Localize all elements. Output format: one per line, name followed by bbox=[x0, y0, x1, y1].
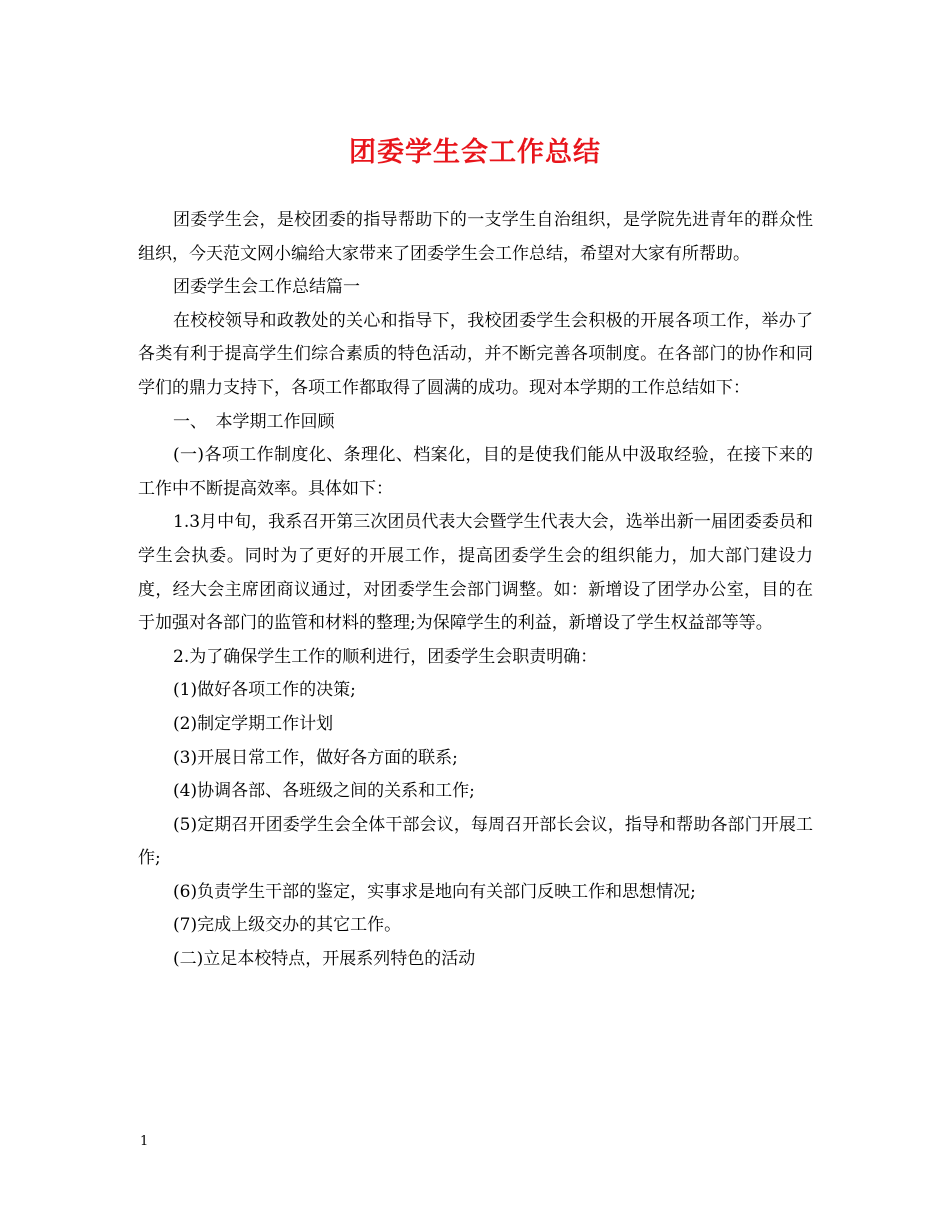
document-title: 团委学生会工作总结 bbox=[349, 137, 601, 168]
paragraph: 2.为了确保学生工作的顺利进行，团委学生会职责明确： bbox=[173, 646, 598, 667]
list-item: (2)制定学期工作计划 bbox=[173, 713, 334, 734]
list-item: (6)负责学生干部的鉴定，实事求是地向有关部门反映工作和思想情况; bbox=[173, 881, 696, 902]
paragraph: 1.3月中旬，我系召开第三次团员代表大会暨学生代表大会，选举出新一届团委委员和学生会执委。同时为了更好的开展工作，提高团委学生会的组织能力，加大部门建设力度，经大会主席团商议通过，对团委学生会部门调整。如：新增设了团学办公室，目的在于加强对各部门的监管和材料的整理;为保障学生的利益，新增设了学生权益部等等。 bbox=[138, 512, 813, 634]
list-item: (7)完成上级交办的其它工作。 bbox=[173, 915, 402, 936]
paragraph: (二)立足本校特点，开展系列特色的活动 bbox=[173, 949, 476, 970]
subsection-heading: 一、 本学期工作回顾 bbox=[173, 411, 335, 432]
list-item: (4)协调各部、各班级之间的关系和工作; bbox=[173, 781, 475, 802]
paragraph-intro: 团委学生会，是校团委的指导帮助下的一支学生自治组织，是学院先进青年的群众性组织，今天范文网小编给大家带来了团委学生会工作总结，希望对大家有所帮助。 bbox=[138, 210, 813, 264]
paragraph: 在校校领导和政教处的关心和指导下，我校团委学生会积极的开展各项工作，举办了各类有利于提高学生们综合素质的特色活动，并不断完善各项制度。在各部门的协作和同学们的鼎力支持下，各项工作都取得了圆满的成功。现对本学期的工作总结如下： bbox=[138, 310, 813, 398]
paragraph: (一)各项工作制度化、条理化、档案化，目的是使我们能从中汲取经验，在接下来的工作中不断提高效率。具体如下： bbox=[138, 445, 813, 499]
section-heading: 团委学生会工作总结篇一 bbox=[173, 277, 360, 298]
list-item: (5)定期召开团委学生会全体干部会议，每周召开部长会议，指导和帮助各部门开展工作; bbox=[138, 814, 813, 869]
document-body bbox=[138, 204, 813, 977]
list-item: (1)做好各项工作的决策; bbox=[173, 680, 356, 701]
page-number: 1 bbox=[140, 1134, 149, 1149]
list-item: (3)开展日常工作，做好各方面的联系; bbox=[173, 747, 458, 768]
